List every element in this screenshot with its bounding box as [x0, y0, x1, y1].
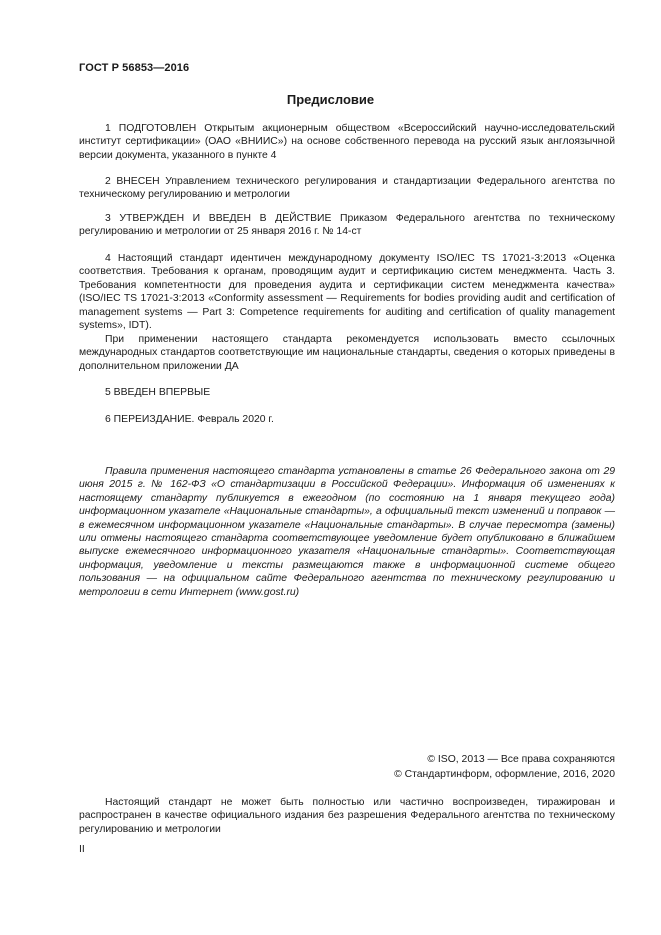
paragraph-1: 1 ПОДГОТОВЛЕН Открытым акционерным обществом «Всероссийский научно-исследовательский институт сертификации» (ОАО «ВНИИС») на основе собственного перевода на русский язык англоязычной версии документа, указанного в пункте 4	[79, 123, 615, 161]
application-rules-text: Правила применения настоящего стандарта установлены в статье 26 Федерального закона от 29 июня 2015 г. № 162-ФЗ «О стандартизации в Российской Федерации». Информация об изменениях к настоящему стандарту публикуется в ежегодном (по состоянию на 1 января текущего года) информационном указателе «Национальные стандарты», а официальный текст изменений и поправок — в ежемесячном информационном указателе «Национальные стандарты». В случае пересмотра (замены) или отмены настоящего стандарта соответствующее уведомление будет опубликовано в ближайшем выпуске ежемесячного информационного указателя «Национальные стандарты». Соответствующая информация, уведомление и тексты размещаются также в информационной системе общего пользования — на официальном сайте Федерального агентства по техническому регулированию и метрологии в сети Интернет (www.gost.ru)	[79, 466, 615, 598]
paragraph-2: 2 ВНЕСЕН Управлением технического регулирования и стандартизации Федерального агентства по техническому регулированию и метрологии	[79, 176, 615, 201]
page-title: Предисловие	[286, 92, 375, 107]
standard-code-header: ГОСТ Р 56853—2016	[79, 62, 190, 74]
copyright-iso: © ISO, 2013 — Все права сохраняются	[427, 754, 615, 765]
paragraph-5: 5 ВВЕДЕН ВПЕРВЫЕ	[105, 387, 211, 398]
paragraph-4: 4 Настоящий стандарт идентичен международному документу ISO/IEC TS 17021-3:2013 «Оценка соответствия. Требования к органам, проводящим аудит и сертификацию систем менеджмента. Часть 3. Требования компетентности для проведения аудита и сертификации систем менеджмента качества» (ISO/IEC TS 17021-3:2013 «Conformity assessment — Requirements for bodies providing audit and certification of management systems — Part 3: Competence requirements for auditing and certification of quality management systems», IDT).	[79, 253, 615, 332]
copyright-standartinform: © Стандартинформ, оформление, 2016, 2020	[394, 769, 615, 780]
reproduction-notice: Настоящий стандарт не может быть полностью или частично воспроизведен, тиражирован и распространен в качестве официального издания без разрешения Федерального агентства по техническому регулированию и метрологии	[79, 797, 615, 835]
paragraph-6: 6 ПЕРЕИЗДАНИЕ. Февраль 2020 г.	[105, 414, 274, 425]
page-number: II	[79, 844, 85, 855]
paragraph-3: 3 УТВЕРЖДЕН И ВВЕДЕН В ДЕЙСТВИЕ Приказом Федерального агентства по техническому регулированию и метрологии от 25 января 2016 г. № 14-ст	[79, 213, 615, 238]
paragraph-4-note: При применении настоящего стандарта рекомендуется использовать вместо ссылочных международных стандартов соответствующие им национальные стандарты, сведения о которых приведены в дополнительном приложении ДА	[79, 334, 615, 372]
